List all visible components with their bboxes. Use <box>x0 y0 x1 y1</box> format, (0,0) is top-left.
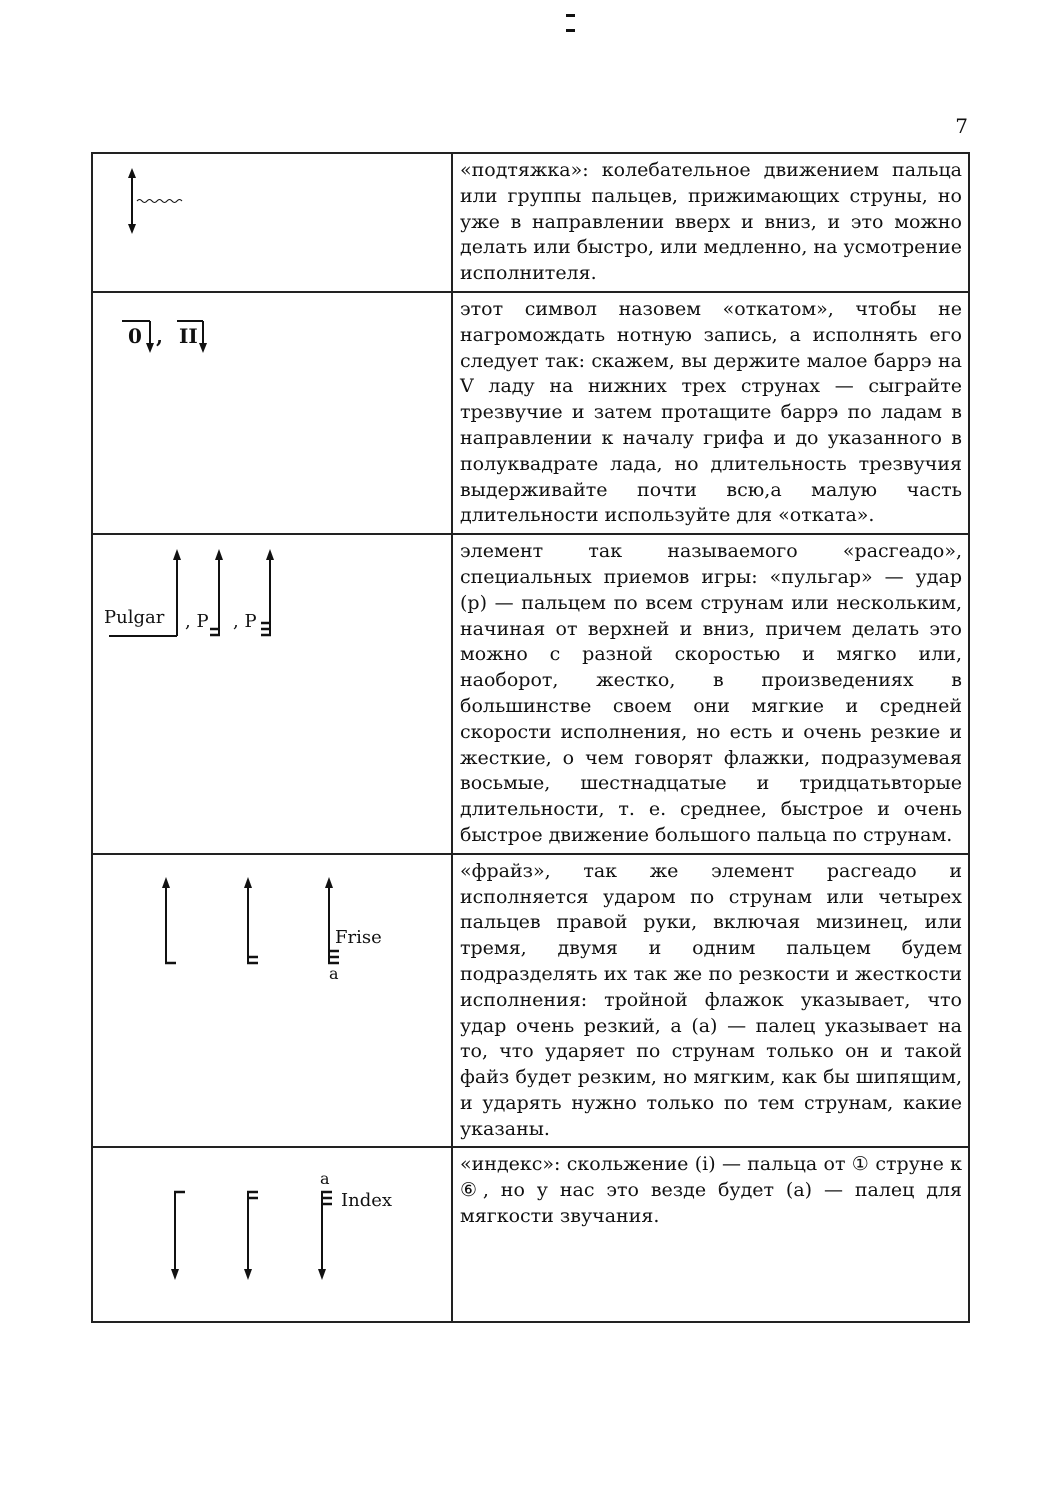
arrow-down-icon <box>171 1269 179 1280</box>
description-cell: этот символ назовем «откатом», чтобы не нагромождать нотную запись, а исполнять его следует так: скажем, вы держите малое баррэ на V ладу на нижних трех струнах — сыграйте трезвучие и затем протащите баррэ по ладам в направлении к началу грифа и до указанного в полуквадрате лада, но длительность трезвучия выдерживайте почти всю,а малую часть длительности используйте для «отката». <box>452 292 969 534</box>
symbol-cell <box>92 1147 452 1322</box>
notation-table <box>91 152 970 1323</box>
description-cell: «фрайз», так же элемент расгеадо и исполняется ударом по струнам или четырех пальцев правой руки, включая мизинец, или тремя, двумя и одним пальцем будем подразделять их так же по резкости и жесткости исполнения: тройной флажок указывает, что удар очень резкий, а (a) — палец указывает на то, что ударяет по струнам только он и такой файз будет резким, но мягким, как бы шипящим, и ударять нужно только по тем струнам, какие указаны. <box>452 854 969 1148</box>
description-cell: «подтяжка»: колебательное движением пальца или группы пальцев, прижимающих струны, но уже в направлении вверх и вниз, и это можно делать или быстро, или медленно, на усмотрение исполнителя. <box>452 153 969 292</box>
table-row <box>92 153 969 292</box>
pulgar-label: Pulgar <box>104 607 165 629</box>
pulgar-p1-label: , P <box>185 611 209 633</box>
index-label: Index <box>341 1190 393 1212</box>
arrow-down-icon <box>318 1269 326 1280</box>
arrow-up-icon <box>244 877 252 888</box>
arrow-up-icon <box>215 549 223 560</box>
description-cell: «индекс»: скольжение (i) — пальца от ① струне к ⑥, но у нас это везде будет (a) — палец для мягкости звучания. <box>452 1147 969 1322</box>
arrow-down-icon <box>244 1269 252 1280</box>
table-row <box>92 534 969 854</box>
symbol-cell <box>92 292 452 534</box>
table-row <box>92 292 969 534</box>
rollback-label-first: 0 <box>128 323 142 348</box>
arrow-up-icon <box>266 549 274 560</box>
arrow-up-icon <box>325 877 333 888</box>
arrow-up-icon <box>173 549 181 560</box>
rollback-label-second: II <box>179 323 198 348</box>
index-a-label: a <box>320 1169 330 1189</box>
arrow-down-icon <box>199 343 207 353</box>
table-row <box>92 1147 969 1322</box>
symbol-cell <box>92 153 452 292</box>
frise-label: Frise <box>335 926 382 948</box>
rollback-symbol <box>93 293 451 528</box>
frise-a-label: a <box>329 963 339 983</box>
table-row <box>92 854 969 1148</box>
page-number: 7 <box>955 114 968 138</box>
pulgar-symbol <box>93 535 451 823</box>
arrow-down-icon <box>146 343 154 353</box>
index-symbol <box>93 1148 451 1323</box>
symbol-cell <box>92 854 452 1148</box>
description-cell: элемент так называемого «расгеадо», специальных приемов игры: «пульгар» — удар (p) — пальцем по всем струнам или нескольким, начиная от верхней и вниз, причем делать это можно с разной скоростью и мягко или, наоборот, жестко, в произведениях в большинстве своем они мягкие и средней скорости исполнения, но есть и очень резкие и жесткие, о чем говорят флажки, подразумевая восьмые, шестнадцатые и тридцатьвторые длительности, т. е. среднее, быстрое и очень быстрое движение большого пальца по струнам. <box>452 534 969 854</box>
frise-symbol <box>93 855 451 1117</box>
rollback-comma: , <box>156 323 163 348</box>
arrow-up-icon <box>162 877 170 888</box>
symbol-cell <box>92 534 452 854</box>
pulgar-p2-label: , P <box>233 611 257 633</box>
vibrato-arrow-icon <box>93 154 451 288</box>
top-mark <box>566 12 575 34</box>
